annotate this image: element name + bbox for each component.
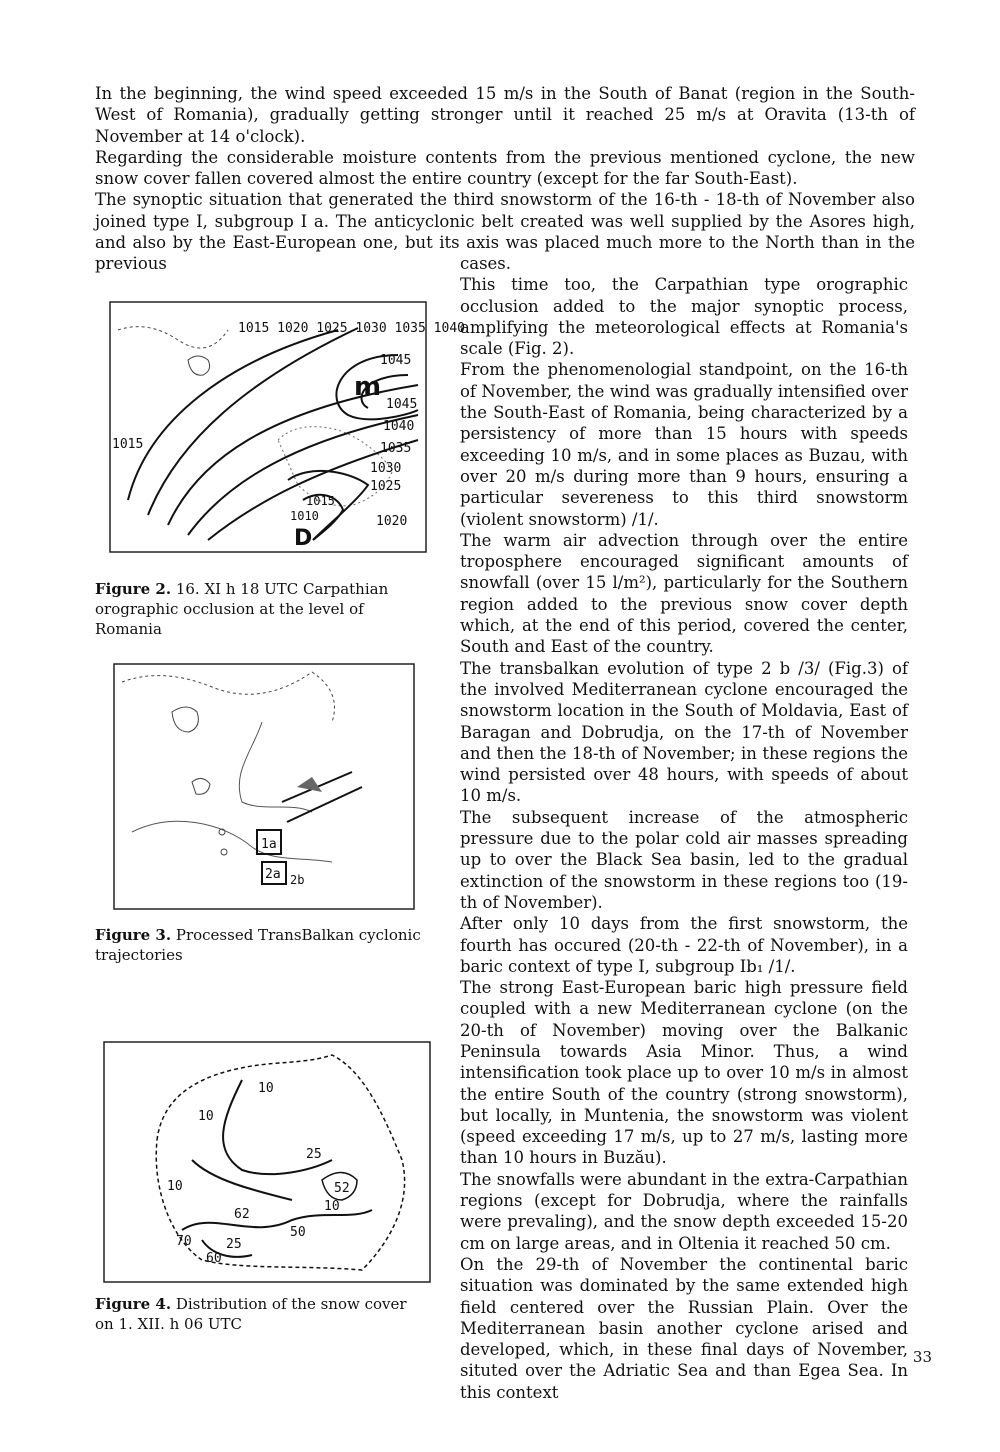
paragraph: Regarding the considerable moisture contents from the previous mentioned cyclone, the new snow cover fallen covered almost the entire country (except for the far South-East). [95,147,915,189]
figure-3-trajectory-map [112,662,417,912]
isobar-label: 1045 [380,353,412,368]
snow-depth-label: 10 [324,1199,340,1214]
isobar-label: 1010 [290,509,319,523]
isobar-label: 1025 [370,479,402,494]
isobar-label: 1040 [383,419,415,434]
paragraph: The strong East-European baric high pressure field coupled with a new Mediterranean cyclone (on the 20-th of November) moving over the Balkanic Peninsula towards Asia Minor. Thus, a wind intensification took place up to over 10 m/s in almost the entire South of the country (strong snowstorm), but locally, in Muntenia, the snowstorm was violent (speed exceeding 17 m/s, up to 27 m/s, lasting more than 10 hours in Buzău). [460,978,908,1168]
figure-caption-text: 16. XI h 18 UTC Carpathian orographic occlusion at the level of Romania [95,580,389,638]
paragraph: After only 10 days from the first snowstorm, the fourth has occured (20-th - 22-th of November), in a baric context of type I, subgroup Ib₁ /1/. [460,914,908,976]
isobar-label: 1015 [306,494,335,508]
snow-depth-label: 52 [334,1181,350,1196]
figure-2-caption [95,579,421,639]
body-text-right-column [460,253,908,1403]
paragraph: The warm air advection through over the entire troposphere encouraged significant amounts of snowfall (over 15 l/m²), particularly for the Southern region added to the previous snow cover depth which, at the end of this period, covered the center, South and East of the country. [460,530,908,657]
snow-depth-label: 62 [234,1207,250,1222]
snow-depth-label: 10 [198,1109,214,1124]
snow-depth-label: 10 [167,1179,183,1194]
figure-label: Figure 3. [95,926,172,944]
paragraph: On the 29-th of November the continental baric situation was dominated by the same extended high field centered over the Russian Plain. Over the Mediterranean basin another cyclone arised and developed, which, in these final days of November, situted over the Adriatic Sea and than Egea Sea. In this context [460,1254,908,1402]
figure-caption-text: Processed TransBalkan cyclonic trajectories [95,926,421,964]
snow-depth-label: 60 [206,1251,222,1266]
low-pressure-symbol: D [294,526,313,551]
figure-label: Figure 4. [95,1295,172,1313]
isobar-label: 1020 [376,514,408,529]
paragraph: From the phenomenologial standpoint, on the 16-th of November, the wind was gradually intensified over the South-East of Romania, being characterized by a persistency of more than 15 hours with speeds exceeding 10 m/s, and in some places as Buzau, with over 20 m/s during more than 9 hours, ensuring a particular severeness to this third snowstorm (violent snowstorm) /1/. [460,360,908,529]
figure-4-snow-cover-map [102,1040,432,1285]
isobar-label: 1035 [380,441,412,456]
paragraph: The transbalkan evolution of type 2 b /3/ (Fig.3) of the involved Mediterranean cyclone encouraged the snowstorm location in the South of Moldavia, East of Baragan and Dobrudja, on the 17-th of November and then the 18-th of November; in these regions the wind persisted over 48 hours, with speeds of about 10 m/s. [460,658,908,806]
trajectory-box-label: 1a [261,837,277,852]
high-pressure-symbol: m [354,372,382,402]
page-number: 33 [912,1348,932,1366]
snow-depth-label: 25 [306,1147,322,1162]
trajectory-box-label: 2b [290,873,305,887]
figure-4-caption [95,1294,421,1334]
snow-depth-label: 50 [290,1225,306,1240]
figure-label: Figure 2. [95,580,172,598]
isobar-labels-top: 1015 1020 1025 1030 1035 1040 [238,321,465,336]
snow-depth-label: 70 [176,1234,192,1249]
figure-caption-text: Distribution of the snow cover on 1. XII. h 06 UTC [95,1295,407,1333]
figure-3-caption [95,925,421,965]
isobar-label: 1030 [370,461,402,476]
body-text-top [95,83,915,275]
paragraph: The snowfalls were abundant in the extra-Carpathian regions (except for Dobrudja, where the rainfalls were prevaling), and the snow depth exceeded 15-20 cm on large areas, and in Oltenia it reached 50 cm. [460,1169,908,1253]
paragraph: The synoptic situation that generated the third snowstorm of the 16-th - 18-th of November also joined type I, subgroup I a. The anticyclonic belt created was well supplied by the Asores high, and also by the East-European one, but its axis was placed much more to the North than in the previous [95,190,915,274]
paragraph: cases. [460,254,512,273]
isobar-label: 1015 [112,437,144,452]
trajectory-box-label: 2a [265,867,281,882]
isobar-label: 1045 [386,397,418,412]
snow-depth-label: 25 [226,1237,242,1252]
paragraph: In the beginning, the wind speed exceeded 15 m/s in the South of Banat (region in the South-West of Romania), gradually getting stronger until it reached 25 m/s at Oravita (13-th of November at 14 o'clock). [95,84,915,146]
paragraph: This time too, the Carpathian type orographic occlusion added to the major synoptic process, amplifying the meteorological effects at Romania's scale (Fig. 2). [460,275,908,359]
figure-2-synoptic-map [108,300,465,555]
snow-depth-label: 10 [258,1081,274,1096]
paragraph: The subsequent increase of the atmospheric pressure due to the polar cold air masses spreading up to over the Black Sea basin, led to the gradual extinction of the snowstorm in these regions too (19-th of November). [460,807,908,912]
